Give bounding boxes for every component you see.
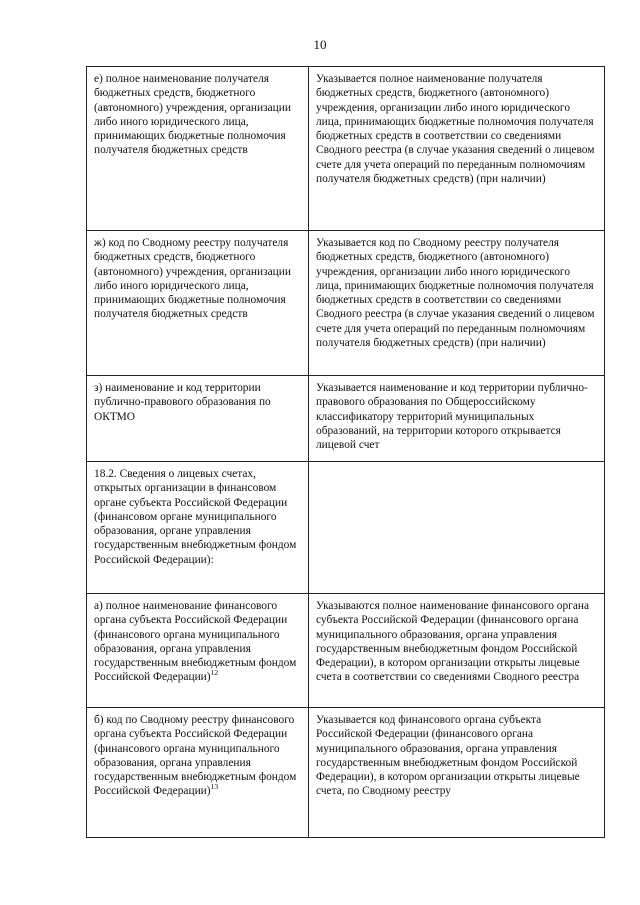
footnote-ref-12: 12 xyxy=(210,668,219,678)
requirements-table xyxy=(86,66,605,838)
table-row xyxy=(87,67,605,231)
table-row xyxy=(87,708,605,838)
row-z-field: з) наименование и код территории публично-правового образования по ОКТМО xyxy=(87,376,309,462)
table-row xyxy=(87,594,605,708)
section-18-2-heading: 18.2. Сведения о лицевых счетах, открытых организации в финансовом органе субъекта Российской Федерации (финансовом органе муниципального образования, органе управления государственным внебюджетным фондом Российской Федерации): xyxy=(87,462,309,594)
page-number: 10 xyxy=(313,37,327,52)
row-b-field xyxy=(87,708,309,838)
footnote-ref-13: 13 xyxy=(210,782,219,792)
table-row xyxy=(87,231,605,376)
row-z-description: Указывается наименование и код территории публично-правового образования по Общероссийскому классификатору территорий муниципальных образований, на территории которого открывается лицевой счет xyxy=(309,376,605,462)
table-row xyxy=(87,376,605,462)
row-a-field xyxy=(87,594,309,708)
row-zh-description: Указывается код по Сводному реестру получателя бюджетных средств, бюджетного (автономного) учреждения, организации либо иного юридического лица, принимающих бюджетные полномочия получателя бюджетных средств в соответствии со сведениями Сводного реестра (в случае указания сведений о лицевом счете для учета операций по переданным полномочиям получателя бюджетных средств) (при наличии) xyxy=(309,231,605,376)
table-row xyxy=(87,462,605,594)
row-b-description: Указывается код финансового органа субъекта Российской Федерации (финансового органа муниципального образования, органа управления государственным внебюджетным фондом Российской Федерации), в котором организации открыты лицевые счета, по Сводному реестру xyxy=(309,708,605,838)
row-zh-field: ж) код по Сводному реестру получателя бюджетных средств, бюджетного (автономного) учреждения, организации либо иного юридического лица, принимающих бюджетные полномочия получателя бюджетных средств xyxy=(87,231,309,376)
row-e-field: е) полное наименование получателя бюджетных средств, бюджетного (автономного) учреждения, организации либо иного юридического лица, принимающих бюджетные полномочия получателя бюджетных средств xyxy=(87,67,309,231)
row-e-description: Указывается полное наименование получателя бюджетных средств, бюджетного (автономного) учреждения, организации либо иного юридического лица, принимающих бюджетные полномочия получателя бюджетных средств в соответствии со сведениями Сводного реестра (в случае указания сведений о лицевом счете для учета операций по переданным полномочиям получателя бюджетных средств) (при наличии) xyxy=(309,67,605,231)
section-18-2-empty-cell xyxy=(309,462,605,594)
row-a-description: Указываются полное наименование финансового органа субъекта Российской Федерации (финансового органа муниципального образования, органа управления государственным внебюджетным фондом Российской Федерации), в котором организации открыты лицевые счета в соответствии со сведениями Сводного реестра xyxy=(309,594,605,708)
row-a-field-text: а) полное наименование финансового органа субъекта Российской Федерации (финансового органа муниципального образования, органа управления государственным внебюджетным фондом Российской Федерации) xyxy=(94,600,297,684)
row-b-field-text: б) код по Сводному реестру финансового органа субъекта Российской Федерации (финансового органа муниципального образования, органа управления государственным внебюджетным фондом Российской Федерации) xyxy=(94,714,297,798)
